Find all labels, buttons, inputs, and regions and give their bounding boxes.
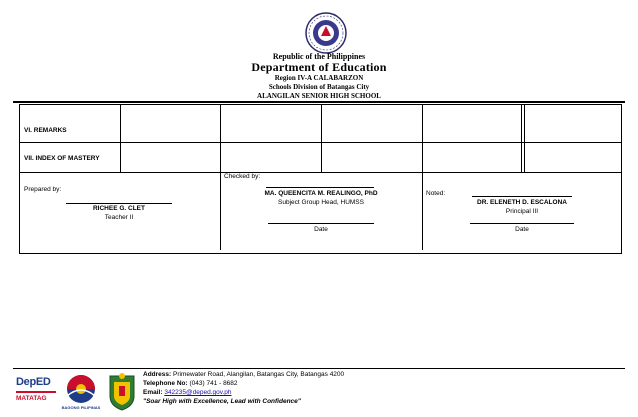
mastery-label: VII. INDEX OF MASTERY [24, 155, 100, 162]
department-heading: Department of Education [251, 60, 387, 74]
table-col-divider [321, 105, 322, 172]
phone-label: Telephone No: [143, 380, 188, 387]
checker-signature-line [266, 187, 374, 188]
phone-value: (043) 741 - 8682 [189, 380, 238, 387]
division-heading: Schools Division of Batangas City [268, 83, 370, 91]
address-value: Primewater Road, Alangilan, Batangas City, Batangas 4200 [173, 371, 345, 378]
noter-title: Principal III [505, 208, 539, 215]
table-col-divider [524, 105, 525, 172]
table-col-divider [120, 105, 121, 172]
region-heading: Region IV-A CALABARZON [274, 74, 364, 82]
republic-heading: Republic of the Philippines [272, 52, 366, 61]
form-table [19, 104, 622, 254]
address-label: Address: [143, 371, 172, 378]
footer-address [143, 371, 344, 378]
school-seal-icon [106, 372, 138, 412]
checked-by-label: Checked by: [224, 173, 261, 180]
matatag-text: MATATAG [16, 395, 47, 402]
deped-matatag-logo [16, 376, 56, 412]
logo-accent-bar [16, 391, 56, 393]
bagong-pilipinas-icon [64, 374, 98, 404]
preparer-signature-line [66, 203, 172, 204]
checker-name: MA. QUEENCITA M. REALINGO, PhD [264, 190, 378, 197]
table-col-divider [220, 105, 221, 250]
preparer-title: Teacher II [104, 214, 134, 221]
noter-name: DR. ELENETH D. ESCALONA [477, 199, 567, 206]
table-row-divider [20, 172, 621, 173]
table-col-divider [521, 105, 522, 172]
bagong-pilipinas-text: BAGONG PILIPINAS [61, 405, 101, 410]
email-link[interactable]: 342235@deped.gov.ph [164, 389, 232, 396]
remarks-label: VI. REMARKS [24, 127, 67, 134]
table-col-divider [422, 105, 423, 250]
deped-logo-text: DepED [16, 376, 51, 388]
checker-title: Subject Group Head, HUMSS [278, 199, 364, 206]
preparer-name: RICHEE G. CLET [92, 205, 145, 212]
checker-date-label: Date [314, 226, 328, 233]
footer-phone [143, 380, 238, 387]
noter-date-label: Date [515, 226, 529, 233]
header-divider [13, 101, 625, 103]
noted-label: Noted: [426, 190, 446, 197]
noter-signature-line [472, 196, 572, 197]
email-label: Email: [143, 389, 163, 396]
prepared-by-label: Prepared by: [24, 186, 62, 193]
footer-divider [13, 368, 625, 369]
school-motto: "Soar High with Excellence, Lead with Confidence" [143, 398, 301, 405]
school-heading: ALANGILAN SENIOR HIGH SCHOOL [257, 92, 381, 100]
checker-date-line [268, 223, 374, 224]
footer-email [143, 389, 232, 396]
noter-date-line [470, 223, 574, 224]
deped-seal-icon [305, 12, 347, 54]
